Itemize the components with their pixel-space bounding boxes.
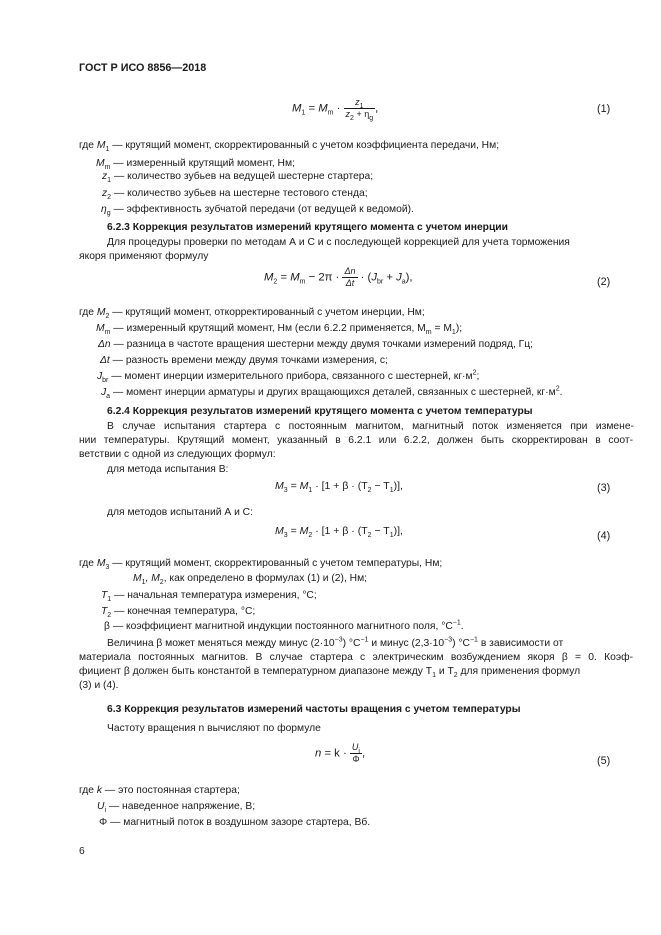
def-z2: $z_2$ — количество зубьев на шестерне тестового стенда; <box>102 188 368 202</box>
section-6-2-3-text-line2: якоря применяют формулу <box>79 251 209 262</box>
section-6-3-title: 6.3 Коррекция результатов измерений частоты вращения с учетом температуры <box>107 704 521 715</box>
def-Mm-2: $M_m$ — измеренный крутящий момент, Нм (если 6.2.2 применяется, $M_m = M_1$); <box>96 323 463 337</box>
def-delta-n: Δn — разница в частоте вращения шестерни между двумя точками измерений подряд, Гц; <box>98 339 534 350</box>
for-method-b: для метода испытания В: <box>107 464 229 475</box>
def-Ui: $U_i$ — наведенное напряжение, В; <box>97 801 256 815</box>
section-6-2-4-line2: нии температуры. Крутящий момент, указанный в 6.2.1 или 6.2.2, должен быть скорректирован в соот- <box>79 435 633 446</box>
def-eta: $\eta_g$ — эффективность зубчатой передачи (от ведущей к ведомой). <box>101 204 414 218</box>
beta-paragraph-line4: (3) и (4). <box>79 680 119 691</box>
equation-4: $M_3 = M_2 \cdot [1 + \beta \cdot (T_2 - T_1)]$, <box>275 525 403 540</box>
section-6-2-3-title: 6.2.3 Коррекция результатов измерений крутящего момента с учетом инерции <box>107 222 508 233</box>
beta-paragraph-line3: фициент β должен быть константой в температурном диапазоне между $T_1$ и $T_2$ для применения формул <box>79 666 581 680</box>
equation-5: n = k · $\frac{U_i}{\Phi}$ , <box>315 742 366 764</box>
document-header: ГОСТ Р ИСО 8856—2018 <box>79 62 207 74</box>
section-6-2-4-line1: В случае испытания стартера с постоянным магнитом, магнитный поток изменяется при измене- <box>107 421 634 432</box>
def-k: где k — это постоянная стартера; <box>79 785 240 796</box>
equation-1-number: (1) <box>597 103 611 115</box>
def-T2: $T_2$ — конечная температура, °С; <box>101 606 256 620</box>
equation-2-number: (2) <box>597 276 611 288</box>
page-number: 6 <box>79 846 85 857</box>
def-M1: где $M_1$ — крутящий момент, скорректированный с учетом коэффициента передачи, Нм; <box>79 140 500 154</box>
equation-4-number: (4) <box>597 530 611 542</box>
def-T1: $T_1$ — начальная температура измерения, °С; <box>101 590 317 604</box>
section-6-2-3-text-line1: Для процедуры проверки по методам А и С и с последующей коррекцией для учета торможения <box>107 237 570 248</box>
def-Ja: $J_a$ — момент инерции арматуры и других вращающихся деталей, связанных с шестерней, $кг\cdot м^2$. <box>101 385 563 401</box>
section-6-3-text: Частоту вращения n вычисляют по формуле <box>107 723 321 734</box>
def-z1: $z_1$ — количество зубьев на ведущей шестерне стартера; <box>102 171 374 185</box>
beta-paragraph-line2: материала постоянных магнитов. В случае стартера с электрическим возбуждением якоря β = 0. Коэф- <box>79 652 633 663</box>
def-M2: где $M_2$ — крутящий момент, откорректированный с учетом инерции, Нм; <box>79 307 425 321</box>
def-phi: Φ — магнитный поток в воздушном зазоре стартера, Вб. <box>99 817 371 828</box>
section-6-2-4-line3: ветствии с одной из следующих формул: <box>79 449 276 460</box>
def-beta: β — коэффициент магнитной индукции постоянного магнитного поля, $^\circ С^{-1}$. <box>104 619 464 632</box>
def-M1-M2: $M_1$, $M_2$, как определено в формулах (1) и (2), Нм; <box>133 573 368 587</box>
equation-3: $M_3 = M_1 \cdot [1 + \beta \cdot (T_2 - T_1)]$, <box>275 480 403 495</box>
def-delta-t: Δt — разность времени между двумя точками измерения, с; <box>100 355 388 366</box>
def-M3: где $M_3$ — крутящий момент, скорректированный с учетом температуры, Нм; <box>79 558 443 572</box>
beta-paragraph-line1: Величина β может меняться между минус $(2\cdot 10^{-3})$ $^\circ С^{-1}$ и минус $(2,3\cdot 10^{-3})$ $^\circ С^{-1}$ в зависимости от <box>107 636 564 649</box>
def-Mm: $M_m$ — измеренный крутящий момент, Нм; <box>96 158 295 172</box>
equation-5-number: (5) <box>597 755 611 767</box>
equation-1: $M_1 = M_m$ · $\frac{z_1}{z_2 + \eta_g}$ , <box>292 97 379 122</box>
section-6-2-4-title: 6.2.4 Коррекция результатов измерений крутящего момента с учетом температуры <box>107 406 533 417</box>
equation-3-number: (3) <box>597 482 611 494</box>
for-methods-ac: для методов испытаний А и С: <box>107 507 253 518</box>
equation-2: $M_2 = M_m - 2\pi$ · $\frac{\Delta n}{\Delta t}$ · $(J_{br} + J_a)$, <box>264 266 413 288</box>
def-Jbr: $J_{br}$ — момент инерции измерительного прибора, связанного с шестерней, $кг\cdot м^2$; <box>97 369 480 385</box>
